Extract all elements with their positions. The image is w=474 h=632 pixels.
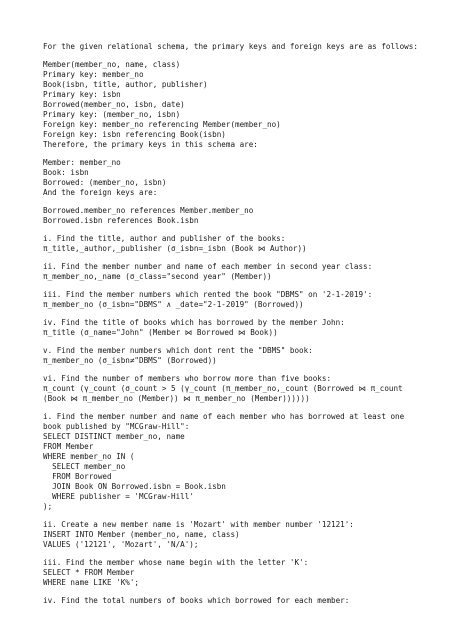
text-line: π_title (σ_name="John" (Member ⋈ Borrowed ⋈ Book)): [43, 328, 278, 337]
blank-line: [43, 150, 469, 158]
text-line: ii. Find the member number and name of each member in second year class:: [43, 262, 373, 271]
text-line: And the foreign keys are:: [43, 188, 158, 197]
text-line: VALUES ('12121', 'Mozart', 'N/A');: [43, 540, 199, 549]
text-line: Primary key: isbn: [43, 90, 121, 99]
text-line: Borrowed: (member_no, isbn): [43, 178, 167, 187]
text-line: Borrowed(member_no, isbn, date): [43, 100, 185, 109]
text-line: Borrowed.isbn references Book.isbn: [43, 216, 199, 225]
document-page: [43, 42, 469, 606]
blank-line: [43, 310, 469, 318]
text-line: iii. Find the member whose name begin with the letter 'K':: [43, 558, 309, 567]
text-line: Book: isbn: [43, 168, 89, 177]
text-line: iv. Find the total numbers of books which borrowed for each member:: [43, 596, 350, 605]
text-line: For the given relational schema, the primary keys and foreign keys are as follows:: [43, 42, 418, 51]
blank-line: [43, 366, 469, 374]
blank-line: [43, 550, 469, 558]
text-line: WHERE name LIKE 'K%';: [43, 578, 140, 587]
text-line: Primary key: (member_no, isbn): [43, 110, 181, 119]
blank-line: [43, 254, 469, 262]
text-line: π_title,_author,_publisher (σ_isbn=_isbn (Book ⋈ Author)): [43, 244, 307, 253]
text-line: iv. Find the title of books which has borrowed by the member John:: [43, 318, 345, 327]
text-line: ii. Create a new member name is 'Mozart' with member number '12121':: [43, 520, 354, 529]
text-line: );: [43, 502, 53, 511]
text-line: Primary key: member_no: [43, 70, 144, 79]
blank-line: [43, 282, 469, 290]
text-line: SELECT DISTINCT member_no, name: [43, 432, 185, 441]
blank-line: [43, 338, 469, 346]
text-line: SELECT * FROM Member: [43, 568, 135, 577]
blank-line: [43, 404, 469, 412]
blank-line: [43, 198, 469, 206]
text-line: π_member_no (σ_isbn="DBMS" ∧ _date="2-1-2019" (Borrowed)): [43, 300, 304, 309]
text-line: Therefore, the primary keys in this schema are:: [43, 140, 258, 149]
blank-line: [43, 52, 469, 60]
text-line: v. Find the member numbers which dont rent the "DBMS" book:: [43, 346, 313, 355]
text-line: i. Find the title, author and publisher of the books:: [43, 234, 286, 243]
text-line: FROM Member: [43, 442, 94, 451]
text-line: vi. Find the number of members who borrow more than five books:: [43, 374, 332, 383]
text-line: JOIN Book ON Borrowed.isbn = Book.isbn: [43, 482, 226, 491]
text-line: π_count (γ_count (σ_count > 5 (γ_count (π_member_no,_count (Borrowed ⋈ π_count: [43, 384, 403, 393]
text-line: INSERT INTO Member (member_no, name, class): [43, 530, 240, 539]
text-line: iii. Find the member numbers which rented the book "DBMS" on '2-1-2019':: [43, 290, 373, 299]
text-line: Foreign key: isbn referencing Book(isbn): [43, 130, 226, 139]
blank-line: [43, 512, 469, 520]
text-line: π_member_no,_name (σ_class="second year" (Member)): [43, 272, 272, 281]
text-line: Foreign key: member_no referencing Member(member_no): [43, 120, 281, 129]
text-line: i. Find the member number and name of each member who has borrowed at least one: [43, 412, 405, 421]
text-line: WHERE member_no IN (: [43, 452, 135, 461]
text-line: Borrowed.member_no references Member.member_no: [43, 206, 254, 215]
text-line: Member: member_no: [43, 158, 121, 167]
text-line: π_member_no (σ_isbn≠"DBMS" (Borrowed)): [43, 356, 217, 365]
text-line: SELECT member_no: [43, 462, 126, 471]
text-line: FROM Borrowed: [43, 472, 112, 481]
text-line: WHERE publisher = 'MCGraw-Hill': [43, 492, 194, 501]
text-line: book published by "MCGraw-Hill":: [43, 422, 190, 431]
blank-line: [43, 588, 469, 596]
blank-line: [43, 226, 469, 234]
text-line: (Book ⋈ π_member_no (Member)) ⋈ π_member_no (Member)))))): [43, 394, 310, 403]
text-line: Book(isbn, title, author, publisher): [43, 80, 208, 89]
text-line: Member(member_no, name, class): [43, 60, 181, 69]
